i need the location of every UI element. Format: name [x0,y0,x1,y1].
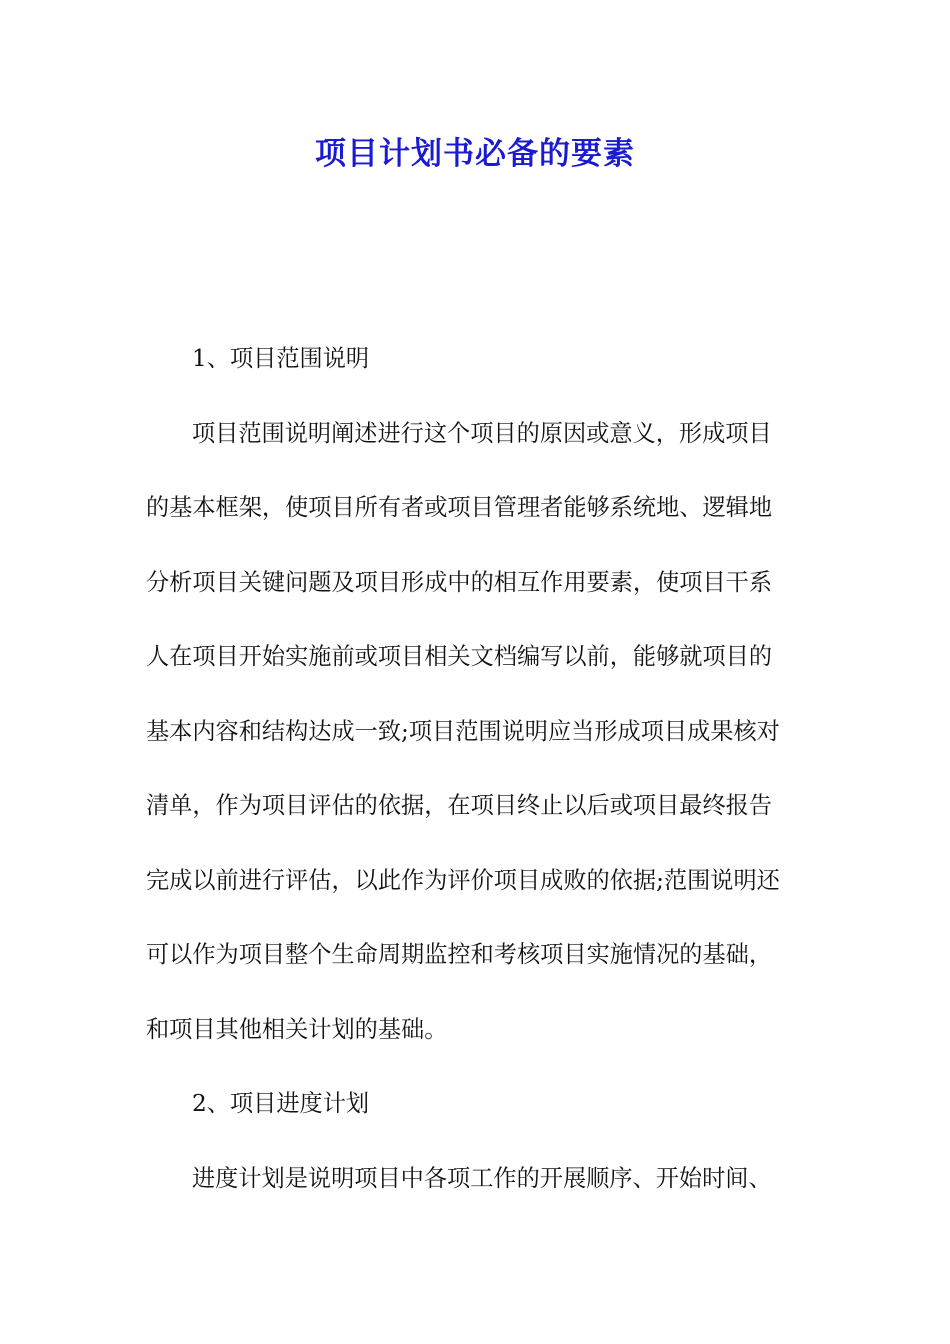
paragraph-line: 项目范围说明阐述进行这个项目的原因或意义，形成项目 [192,419,772,447]
paragraph-line: 进度计划是说明项目中各项工作的开展顺序、开始时间、 [192,1164,772,1192]
paragraph-line: 和项目其他相关计划的基础。 [146,1015,448,1043]
page-title: 项目计划书必备的要素 [315,136,635,172]
section-heading-schedule: 2、项目进度计划 [192,1090,370,1117]
paragraph-line: 人在项目开始实施前或项目相关文档编写以前，能够就项目的 [146,643,773,670]
document-body [146,337,806,1231]
paragraph-line: 分析项目关键问题及项目形成中的相互作用要素，使项目干系 [146,568,773,596]
paragraph-line: 基本内容和结构达成一致;项目范围说明应当形成项目成果核对 [146,717,780,745]
paragraph-line: 清单，作为项目评估的依据，在项目终止以后或项目最终报告 [146,792,773,819]
section-heading-scope: 1、项目范围说明 [192,345,370,372]
paragraph-line: 可以作为项目整个生命周期监控和考核项目实施情况的基础， [146,941,773,968]
paragraph-line: 完成以前进行评估，以此作为评价项目成败的依据;范围说明还 [146,866,780,894]
paragraph-line: 的基本框架，使项目所有者或项目管理者能够系统地、逻辑地 [146,494,773,521]
